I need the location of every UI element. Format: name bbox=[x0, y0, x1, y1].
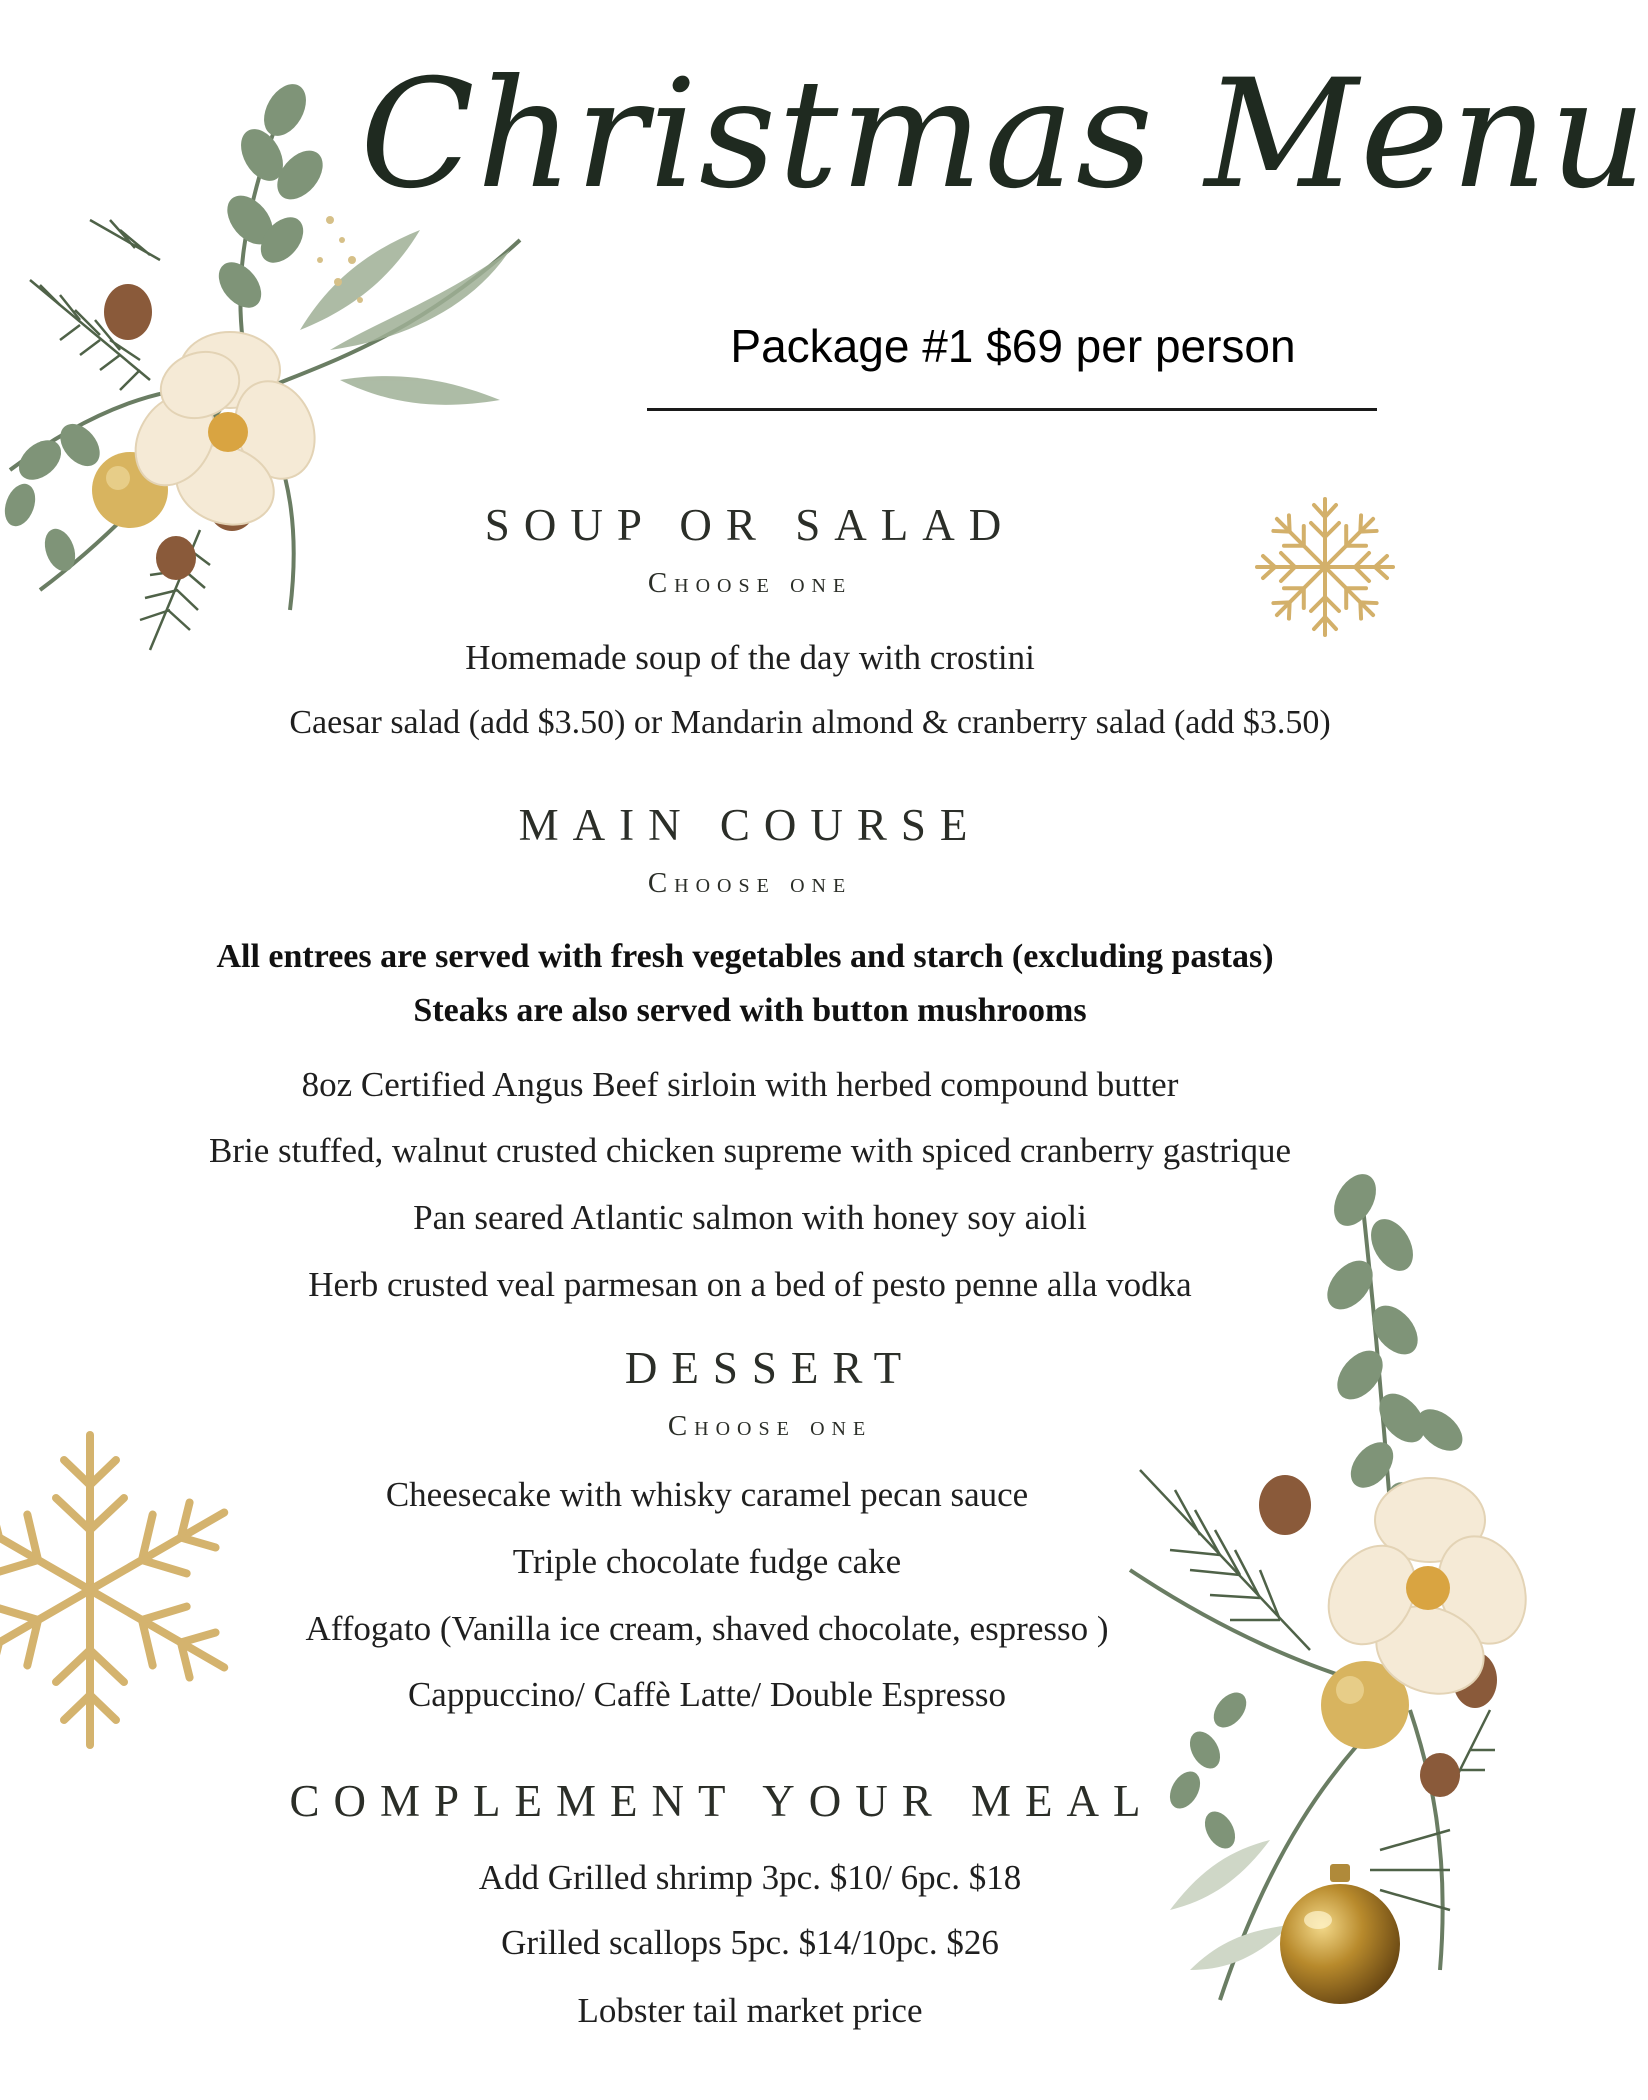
menu-item: 8oz Certified Angus Beef sirloin with herbed compound butter bbox=[301, 1065, 1179, 1104]
menu-note: All entrees are served with fresh vegetables and starch (excluding pastas) bbox=[216, 938, 1274, 975]
menu-item: Brie stuffed, walnut crusted chicken supreme with spiced cranberry gastrique bbox=[208, 1131, 1292, 1170]
menu-item: Affogato (Vanilla ice cream, shaved chocolate, espresso ) bbox=[305, 1609, 1109, 1648]
menu-title: Christmas Menu bbox=[360, 48, 1648, 222]
menu-item: Lobster tail market price bbox=[577, 1991, 923, 2030]
title-divider bbox=[647, 408, 1377, 411]
menu-item: Homemade soup of the day with crostini bbox=[465, 638, 1035, 677]
section-heading-complement: COMPLEMENT YOUR MEAL bbox=[289, 1776, 1155, 1826]
section-subheading-main-course: Choose one bbox=[647, 867, 853, 899]
section-subheading-dessert: Choose one bbox=[667, 1410, 873, 1442]
menu-item: Add Grilled shrimp 3pc. $10/ 6pc. $18 bbox=[478, 1858, 1022, 1897]
menu-note: Steaks are also served with button mushrooms bbox=[413, 992, 1087, 1029]
section-heading-main-course: MAIN COURSE bbox=[518, 800, 982, 850]
menu-item: Caesar salad (add $3.50) or Mandarin almond & cranberry salad (add $3.50) bbox=[289, 704, 1331, 741]
section-heading-soup-salad: SOUP OR SALAD bbox=[484, 500, 1016, 550]
menu-item: Triple chocolate fudge cake bbox=[512, 1542, 902, 1581]
section-subheading-soup-salad: Choose one bbox=[647, 567, 853, 599]
menu-item: Herb crusted veal parmesan on a bed of pesto penne alla vodka bbox=[308, 1265, 1192, 1304]
menu-item: Cheesecake with whisky caramel pecan sauce bbox=[385, 1475, 1029, 1514]
menu-item: Pan seared Atlantic salmon with honey soy aioli bbox=[413, 1198, 1087, 1237]
menu-item: Grilled scallops 5pc. $14/10pc. $26 bbox=[501, 1923, 999, 1962]
menu-item: Cappuccino/ Caffè Latte/ Double Espresso bbox=[407, 1675, 1007, 1714]
package-price: Package #1 $69 per person bbox=[730, 320, 1296, 372]
section-heading-dessert: DESSERT bbox=[624, 1343, 916, 1393]
